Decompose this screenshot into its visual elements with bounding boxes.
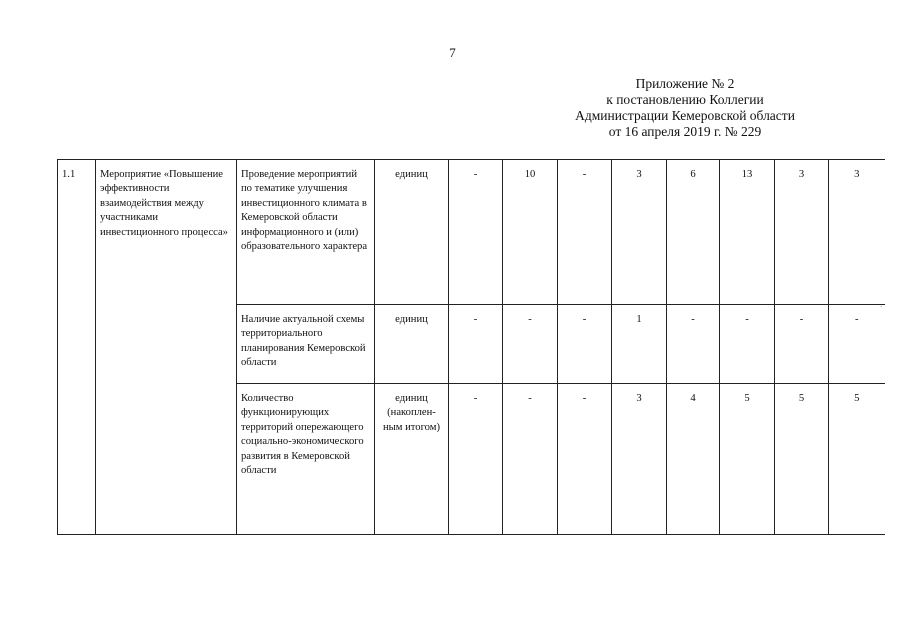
value-cell: - [558, 160, 612, 305]
value-cell: - [449, 305, 503, 384]
value-cell: 5 [829, 384, 885, 535]
value-cell: - [449, 160, 503, 305]
value-cell: - [503, 305, 558, 384]
indicators-table [57, 159, 885, 535]
item-number-cell: 1.1 [58, 160, 96, 535]
value-cell: - [558, 384, 612, 535]
value-cell: 6 [667, 160, 720, 305]
appendix-line-2: к постановлению Коллегии [606, 92, 764, 107]
value-cell: - [720, 305, 775, 384]
value-cell: - [503, 384, 558, 535]
value-cell: - [667, 305, 720, 384]
value-cell: 3 [829, 160, 885, 305]
value-cell: - [829, 305, 885, 384]
value-cell: 1 [612, 305, 667, 384]
unit-cell: единиц [375, 305, 449, 384]
appendix-line-4: от 16 апреля 2019 г. № 229 [608, 124, 762, 139]
appendix-line-3: Администрации Кемеровской области [575, 108, 795, 123]
value-cell: - [558, 305, 612, 384]
value-cell: 3 [775, 160, 829, 305]
unit-cell: единиц [375, 160, 449, 305]
value-cell: 5 [720, 384, 775, 535]
edge-mark: · [880, 303, 883, 311]
unit-cell: единиц (накоплен-ным итогом) [375, 384, 449, 535]
activity-name-cell: Мероприятие «Повышение эффективности взаимодействия между участниками инвестиционного процесса» [96, 160, 237, 535]
value-cell: 10 [503, 160, 558, 305]
appendix-line-1: Приложение № 2 [635, 76, 735, 91]
value-cell: 3 [612, 160, 667, 305]
table-row [58, 160, 885, 305]
value-cell: - [449, 384, 503, 535]
value-cell: 13 [720, 160, 775, 305]
value-cell: 3 [612, 384, 667, 535]
appendix-header [540, 76, 830, 140]
page-number: 7 [449, 45, 456, 60]
indicator-cell: Проведение мероприятий по тематике улучшения инвестиционного климата в Кемеровской области информационного и (или) образовательного характера [237, 160, 375, 305]
value-cell: 4 [667, 384, 720, 535]
indicator-cell: Количество функционирующих территорий опережающего социально-экономического развития в Кемеровской области [237, 384, 375, 535]
indicator-cell: Наличие актуальной схемы территориального планирования Кемеровской области [237, 305, 375, 384]
value-cell: - [775, 305, 829, 384]
value-cell: 5 [775, 384, 829, 535]
